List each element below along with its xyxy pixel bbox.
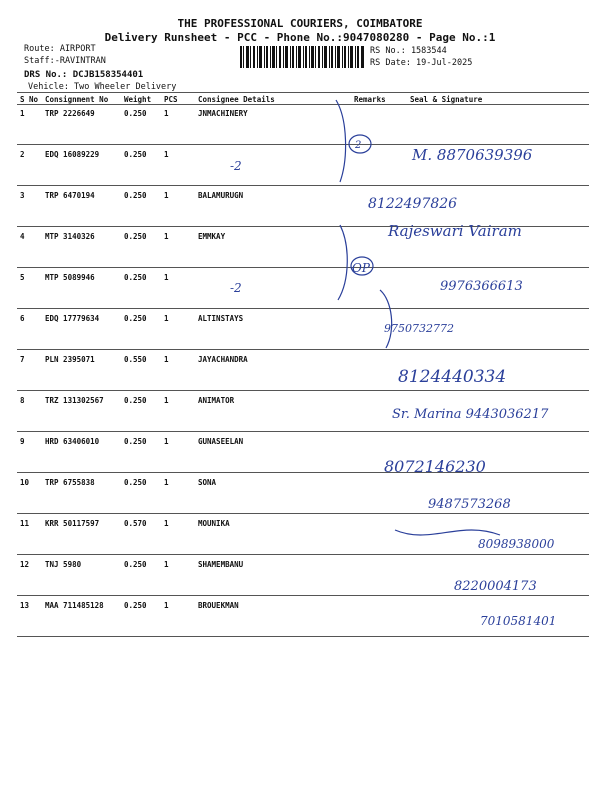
row-pcs: 1 (164, 396, 169, 405)
row5-remark: OP (352, 261, 370, 275)
row-weight: 0.550 (124, 355, 147, 364)
row-weight: 0.250 (124, 396, 147, 405)
row3-name: Rajeswari Vairam (388, 222, 522, 240)
signature-stroke (395, 530, 500, 535)
row-sno: 12 (20, 560, 30, 569)
row-weight: 0.250 (124, 437, 147, 446)
row5-phone: 9976366613 (440, 279, 523, 294)
row-weight: 0.250 (124, 314, 147, 323)
row2-signature: M. 8870639396 (412, 146, 533, 164)
row-sno: 7 (20, 355, 25, 364)
rs-date: RS Date: 19-Jul-2025 (370, 58, 473, 68)
row-consignee: BROUEKMAN (198, 601, 239, 610)
row-consignment: TRZ 131302567 (45, 396, 104, 405)
row13-phone: 7010581401 (480, 614, 557, 628)
remarks-bracket (380, 290, 392, 348)
row-pcs: 1 (164, 191, 169, 200)
row-sno: 4 (20, 232, 25, 241)
row-consignee: BALAMURUGN (198, 191, 244, 200)
row-weight: 0.250 (124, 232, 147, 241)
row-sno: 3 (20, 191, 25, 200)
row12-phone: 8220004173 (454, 579, 537, 594)
row-pcs: 1 (164, 437, 169, 446)
row11-phone: 8098938000 (478, 537, 555, 551)
row-pcs: 1 (164, 273, 169, 282)
row-consignee: SONA (198, 478, 217, 487)
row-sno: 8 (20, 396, 25, 405)
row-pcs: 1 (164, 355, 169, 364)
row-weight: 0.250 (124, 191, 147, 200)
col-weight: Weight (124, 95, 152, 104)
row-weight: 0.250 (124, 560, 147, 569)
row-consignment: HRD 63406010 (45, 437, 100, 446)
row-sno: 10 (20, 478, 30, 487)
row-consignment: MTP 3140326 (45, 232, 95, 241)
row1-remark: 2 (355, 140, 362, 151)
row-sno: 9 (20, 437, 25, 446)
row3-phone: 8122497826 (368, 196, 458, 212)
vehicle-label: Vehicle: Two Wheeler Delivery (28, 82, 177, 92)
row-pcs: 1 (164, 519, 169, 528)
row6-signature: 9750732772 (384, 322, 454, 335)
row-consignment: TRP 6755838 (45, 478, 95, 487)
rs-number: RS No.: 1583544 (370, 46, 447, 56)
row-consignment: PLN 2395071 (45, 355, 95, 364)
row-consignment: MAA 711485128 (45, 601, 104, 610)
row-pcs: 1 (164, 560, 169, 569)
col-seal-signature: Seal & Signature (410, 95, 483, 104)
row-pcs: 1 (164, 314, 169, 323)
col-sno: S No (20, 95, 39, 104)
row-consignment: KRR 50117597 (45, 519, 100, 528)
row-consignee: SHAMEMBANU (198, 560, 244, 569)
row-pcs: 1 (164, 478, 169, 487)
row-consignee: MOUNIKA (198, 519, 230, 528)
row-consignment: TRP 6470194 (45, 191, 95, 200)
row-consignee: ANIMATOR (198, 396, 235, 405)
row-weight: 0.250 (124, 478, 147, 487)
row-sno: 11 (20, 519, 30, 528)
row-weight: 0.250 (124, 601, 147, 610)
col-consignee: Consignee Details (198, 95, 275, 104)
row-consignee: GUNASEELAN (198, 437, 244, 446)
row-pcs: 1 (164, 232, 169, 241)
row-pcs: 1 (164, 601, 169, 610)
row-consignee: EMMKAY (198, 232, 226, 241)
row5-mark: -2 (230, 281, 242, 295)
remarks-bracket (336, 100, 346, 182)
col-remarks: Remarks (354, 95, 386, 104)
row-consignment: TNJ 5980 (45, 560, 82, 569)
row-consignment: EDQ 17779634 (45, 314, 100, 323)
row-consignee: JAYACHANDRA (198, 355, 248, 364)
col-pcs: PCS (164, 95, 178, 104)
row-sno: 13 (20, 601, 30, 610)
row-weight: 0.570 (124, 519, 147, 528)
drs-number: DRS No.: DCJB158354401 (24, 70, 144, 80)
row-pcs: 1 (164, 109, 169, 118)
row-consignee: ALTINSTAYS (198, 314, 244, 323)
row7-signature: 8124440334 (398, 367, 507, 387)
row-consignment: EDQ 16089229 (45, 150, 100, 159)
row9-phone: 8072146230 (384, 457, 486, 476)
row-weight: 0.250 (124, 109, 147, 118)
row-consignment: MTP 5089946 (45, 273, 95, 282)
row-sno: 6 (20, 314, 25, 323)
row-consignee: JNMACHINERY (198, 109, 248, 118)
row10-phone: 9487573268 (428, 497, 511, 512)
row-consignment: TRP 2226649 (45, 109, 95, 118)
row-weight: 0.250 (124, 273, 147, 282)
remarks-bracket (338, 225, 347, 300)
row-weight: 0.250 (124, 150, 147, 159)
row8-signature: Sr. Marina 9443036217 (392, 407, 549, 422)
company-title: THE PROFESSIONAL COURIERS, COIMBATORE (177, 17, 423, 30)
row-sno: 2 (20, 150, 25, 159)
row2-mark: -2 (230, 159, 242, 173)
staff-label: Staff:-RAVINTRAN (24, 56, 106, 66)
col-consignment: Consignment No (45, 95, 109, 104)
row-pcs: 1 (164, 150, 169, 159)
route-label: Route: AIRPORT (24, 44, 96, 54)
row-sno: 5 (20, 273, 25, 282)
row-sno: 1 (20, 109, 25, 118)
runsheet-subtitle: Delivery Runsheet - PCC - Phone No.:9047080280 - Page No.:1 (104, 31, 496, 44)
